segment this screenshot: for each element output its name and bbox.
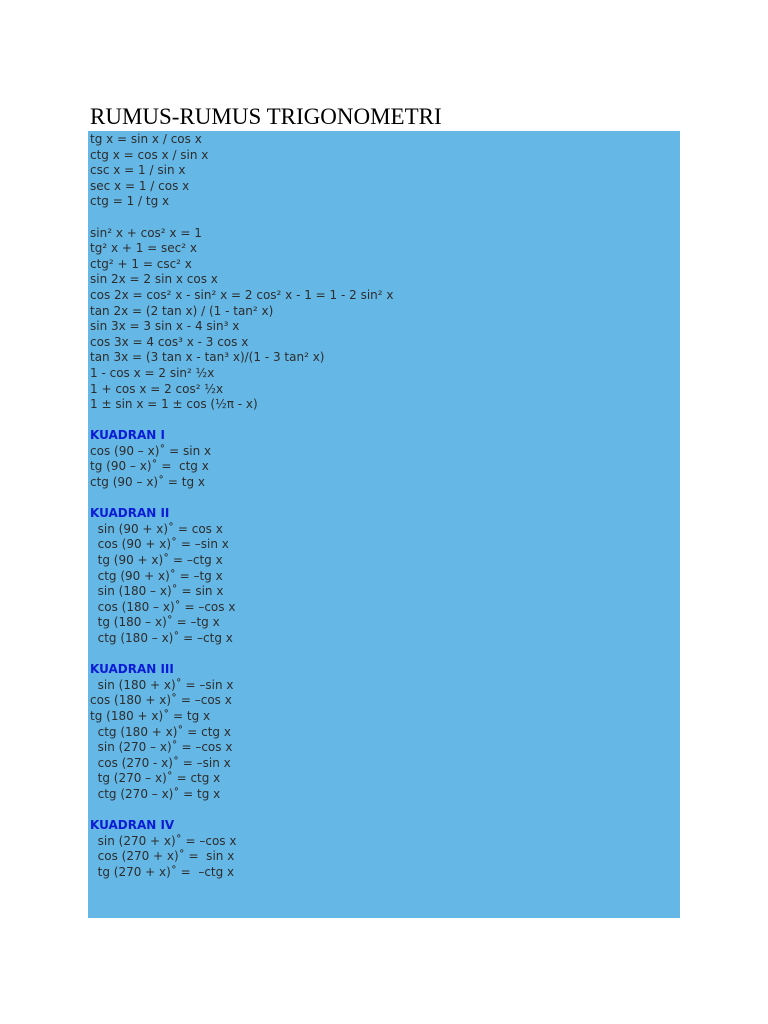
- formula-line: ctg (90 + x)˚ = –tg x: [90, 568, 223, 583]
- block-spacer: [90, 803, 680, 819]
- formula-line: sin (270 + x)˚ = –cos x: [90, 833, 237, 848]
- block-spacer: [90, 210, 680, 226]
- formula-line: ctg (180 – x)˚ = –ctg x: [90, 631, 233, 645]
- formula-line: sin (270 – x)˚ = –cos x: [90, 740, 233, 755]
- formula-line: sin (180 + x)˚ = –sin x: [90, 677, 234, 692]
- formula-line: sin (180 – x)˚ = sin x: [90, 584, 224, 599]
- formula-line: cos (180 – x)˚ = –cos x: [90, 599, 236, 614]
- block-spacer: [90, 491, 680, 507]
- kuadran-1-heading: KUADRAN I: [90, 428, 165, 443]
- formula-line: tg (270 – x)˚ = ctg x: [90, 771, 221, 786]
- formula-line: sin² x + cos² x = 1: [90, 225, 202, 240]
- formula-line: tg (180 – x)˚ = –tg x: [90, 615, 220, 630]
- formula-line: csc x = 1 / sin x: [90, 163, 186, 178]
- formula-line: ctg (90 – x)˚ = tg x: [90, 475, 206, 490]
- formula-line: cos (90 – x)˚ = sin x: [90, 443, 212, 458]
- formula-line: tg (270 + x)˚ = –ctg x: [90, 864, 235, 879]
- formula-line: ctg x = cos x / sin x: [90, 147, 209, 162]
- formula-line: sin 2x = 2 sin x cos x: [90, 272, 218, 287]
- formula-line: tan 2x = (2 tan x) / (1 - tan² x): [90, 303, 274, 318]
- kuadran-4-heading: KUADRAN IV: [90, 818, 175, 833]
- kuadran-2-block: [90, 506, 680, 646]
- formula-panel: [88, 131, 680, 918]
- formula-line: cos 2x = cos² x - sin² x = 2 cos² x - 1 = 1 - 2 sin² x: [90, 287, 394, 302]
- formula-line: tg (90 – x)˚ = ctg x: [90, 459, 209, 474]
- formula-line: sin (90 + x)˚ = cos x: [90, 521, 223, 536]
- formula-line: tan 3x = (3 tan x - tan³ x)/(1 - 3 tan² x): [90, 350, 325, 365]
- formula-line: tg (90 + x)˚ = –ctg x: [90, 553, 223, 568]
- formula-line: ctg² + 1 = csc² x: [90, 256, 192, 271]
- block-spacer: [90, 413, 680, 429]
- page-title: RUMUS-RUMUS TRIGONOMETRI: [90, 104, 442, 129]
- formula-line: tg x = sin x / cos x: [90, 132, 202, 146]
- formula-line: cos 3x = 4 cos³ x - 3 cos x: [90, 334, 249, 349]
- kuadran-4-block: [90, 818, 680, 880]
- formula-line: sec x = 1 / cos x: [90, 178, 190, 193]
- formula-line: tg (180 + x)˚ = tg x: [90, 708, 211, 723]
- block-spacer: [90, 647, 680, 663]
- kuadran-1-block: [90, 428, 680, 490]
- formula-line: cos (90 + x)˚ = –sin x: [90, 537, 229, 552]
- formula-line: cos (270 - x)˚ = –sin x: [90, 755, 231, 770]
- formula-line: 1 + cos x = 2 cos² ½x: [90, 381, 224, 396]
- formula-line: sin 3x = 3 sin x - 4 sin³ x: [90, 319, 240, 334]
- formula-line: 1 - cos x = 2 sin² ½x: [90, 365, 215, 380]
- kuadran-2-heading: KUADRAN II: [90, 506, 170, 521]
- formula-line: 1 ± sin x = 1 ± cos (½π - x): [90, 397, 258, 412]
- kuadran-3-heading: KUADRAN III: [90, 662, 174, 677]
- basic-identities-block: [90, 132, 680, 210]
- formula-line: ctg = 1 / tg x: [90, 194, 170, 209]
- kuadran-3-block: [90, 662, 680, 802]
- formula-line: cos (270 + x)˚ = sin x: [90, 849, 235, 864]
- formula-line: tg² x + 1 = sec² x: [90, 241, 198, 256]
- formula-line: ctg (180 + x)˚ = ctg x: [90, 724, 231, 739]
- pythagorean-and-multiple-angle-block: [90, 226, 680, 413]
- formula-line: ctg (270 – x)˚ = tg x: [90, 786, 221, 801]
- formula-line: cos (180 + x)˚ = –cos x: [90, 693, 232, 708]
